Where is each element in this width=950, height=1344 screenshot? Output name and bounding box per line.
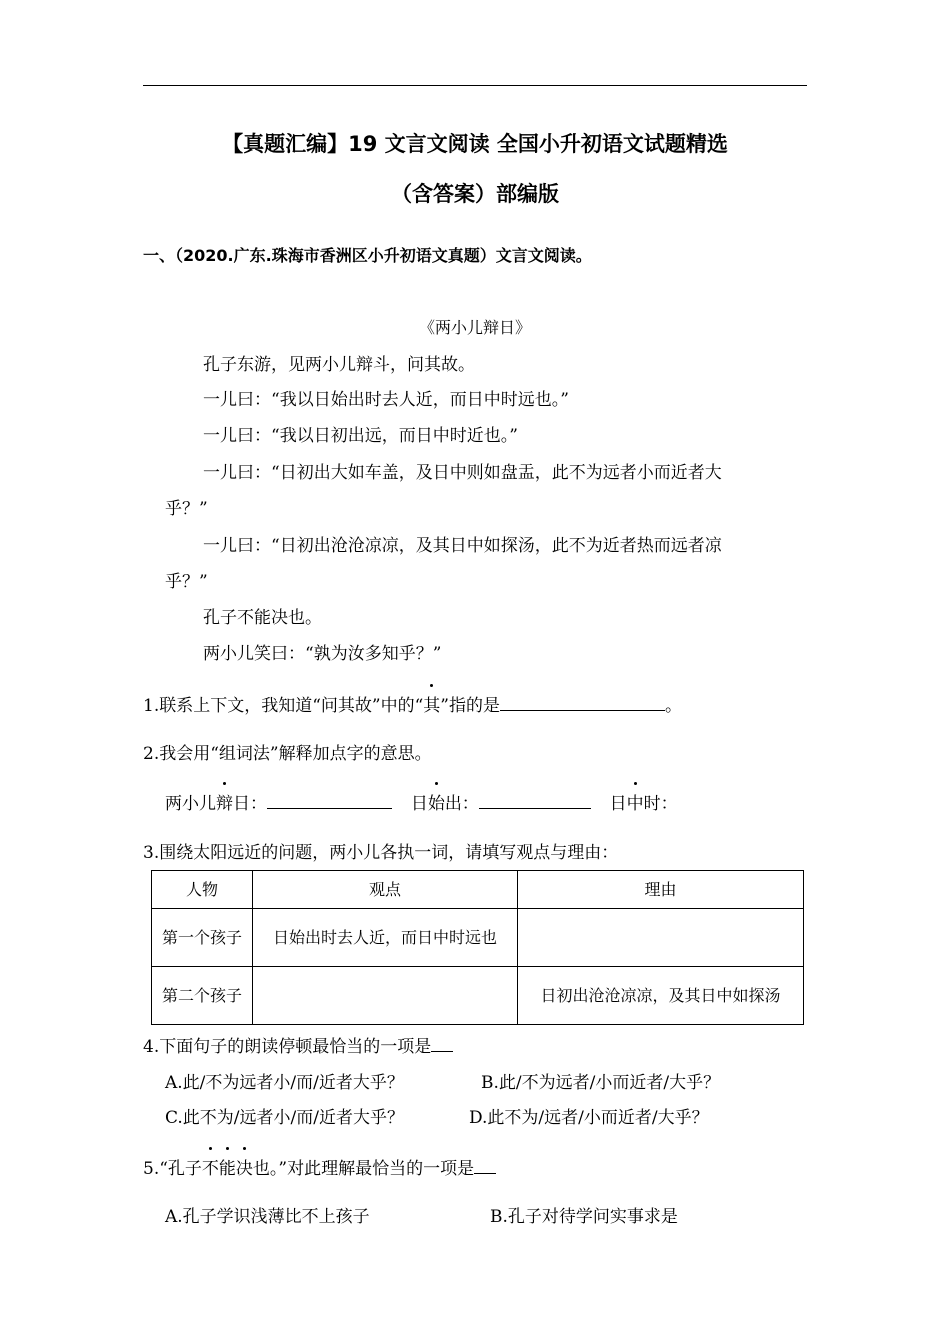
question-3: 3.围绕太阳远近的问题，两小儿各执一词，请填写观点与理由： bbox=[143, 843, 619, 863]
doc-title-line2: （含答案）部编版 bbox=[391, 182, 559, 206]
section-heading: 一、（2020.广东.珠海市香洲区小升初语文真题）文言文阅读。 bbox=[143, 246, 592, 265]
dotted-char: 始 bbox=[428, 789, 445, 814]
dotted-chars bbox=[202, 1159, 253, 1179]
table-cell-reason-blank[interactable] bbox=[518, 909, 804, 967]
q1-text-before: 1.联系上下文，我知道“问其故”中的“ bbox=[143, 696, 424, 716]
passage-title: 《两小儿辩日》 bbox=[418, 318, 531, 337]
dotted-char: 辩 bbox=[216, 789, 233, 814]
dotted-char: 决 bbox=[236, 1154, 253, 1179]
table-cell-person: 第一个孩子 bbox=[152, 909, 253, 967]
q1-text-after: ”指的是 bbox=[440, 696, 500, 716]
question-2-items bbox=[165, 789, 678, 814]
dotted-char: 不 bbox=[202, 1154, 219, 1179]
answer-blank[interactable] bbox=[431, 1035, 453, 1052]
q2b-post: 出： bbox=[444, 794, 479, 814]
q1-end: 。 bbox=[665, 696, 682, 716]
table-cell-view: 日始出时去人近，而日中时远也 bbox=[253, 909, 518, 967]
answer-blank[interactable] bbox=[500, 694, 665, 711]
q2a-post: 日： bbox=[233, 794, 267, 814]
table-cell-view-blank[interactable] bbox=[253, 967, 518, 1025]
option-b[interactable]: B.此/不为远者/小而近者/大乎？ bbox=[481, 1073, 721, 1093]
table-row bbox=[152, 967, 804, 1025]
q4-text: 4.下面句子的朗读停顿最恰当的一项是 bbox=[143, 1037, 432, 1057]
q5-pre: 5.“孔子 bbox=[143, 1159, 202, 1179]
passage-line: 孔子不能决也。 bbox=[203, 608, 322, 628]
passage-line: 孔子东游，见两小儿辩斗，问其故。 bbox=[203, 355, 475, 375]
table-cell-person: 第二个孩子 bbox=[152, 967, 253, 1025]
passage-line: 乎？” bbox=[165, 499, 208, 519]
dotted-phrase bbox=[202, 1159, 253, 1179]
option-a[interactable]: A.此/不为远者小/而/近者大乎？ bbox=[165, 1073, 404, 1093]
table-header: 理由 bbox=[518, 871, 804, 909]
dotted-char: 能 bbox=[219, 1154, 236, 1179]
table-header: 观点 bbox=[253, 871, 518, 909]
answer-table bbox=[151, 870, 804, 1025]
passage-line: 一儿曰：“我以日始出时去人近，而日中时远也。” bbox=[203, 390, 569, 410]
table-header-row bbox=[152, 871, 804, 909]
question-5 bbox=[143, 1154, 496, 1179]
answer-blank[interactable] bbox=[267, 792, 392, 809]
answer-blank[interactable] bbox=[479, 792, 591, 809]
passage-line: 一儿曰：“我以日初出远，而日中时近也。” bbox=[203, 426, 518, 446]
dotted-char: 中 bbox=[627, 789, 644, 814]
question-1 bbox=[143, 691, 682, 716]
dotted-char: 其 bbox=[423, 691, 440, 716]
question-2: 2.我会用“组词法”解释加点字的意思。 bbox=[143, 744, 432, 764]
question-4 bbox=[143, 1032, 453, 1057]
option-d[interactable]: D.此不为/远者/小而近者/大乎？ bbox=[469, 1108, 709, 1128]
table-row bbox=[152, 909, 804, 967]
q2c-pre: 日 bbox=[609, 794, 627, 814]
option-b[interactable]: B.孔子对待学问实事求是 bbox=[490, 1207, 678, 1227]
passage-line: 一儿曰：“日初出大如车盖，及日中则如盘盂，此不为远者小而近者大 bbox=[203, 463, 722, 483]
q2b-pre: 日 bbox=[410, 794, 428, 814]
passage-line: 一儿曰：“日初出沧沧凉凉，及其日中如探汤，此不为近者热而远者凉 bbox=[203, 536, 722, 556]
q5-post: 也。”对此理解最恰当的一项是 bbox=[252, 1159, 475, 1179]
answer-blank[interactable] bbox=[474, 1157, 496, 1174]
top-rule bbox=[143, 85, 807, 86]
passage-line: 两小儿笑曰：“孰为汝多知乎？” bbox=[203, 644, 442, 664]
doc-title-line1: 【真题汇编】19 文言文阅读 全国小升初语文试题精选 bbox=[222, 132, 728, 156]
q2a-pre: 两小儿 bbox=[165, 794, 216, 814]
table-header: 人物 bbox=[152, 871, 253, 909]
passage-line: 乎？” bbox=[165, 572, 208, 592]
option-a[interactable]: A.孔子学识浅薄比不上孩子 bbox=[165, 1207, 370, 1227]
q2c-post: 时： bbox=[643, 794, 678, 814]
option-c[interactable]: C.此不为/远者小/而/近者大乎？ bbox=[165, 1108, 404, 1128]
table-cell-reason: 日初出沧沧凉凉，及其日中如探汤 bbox=[518, 967, 804, 1025]
